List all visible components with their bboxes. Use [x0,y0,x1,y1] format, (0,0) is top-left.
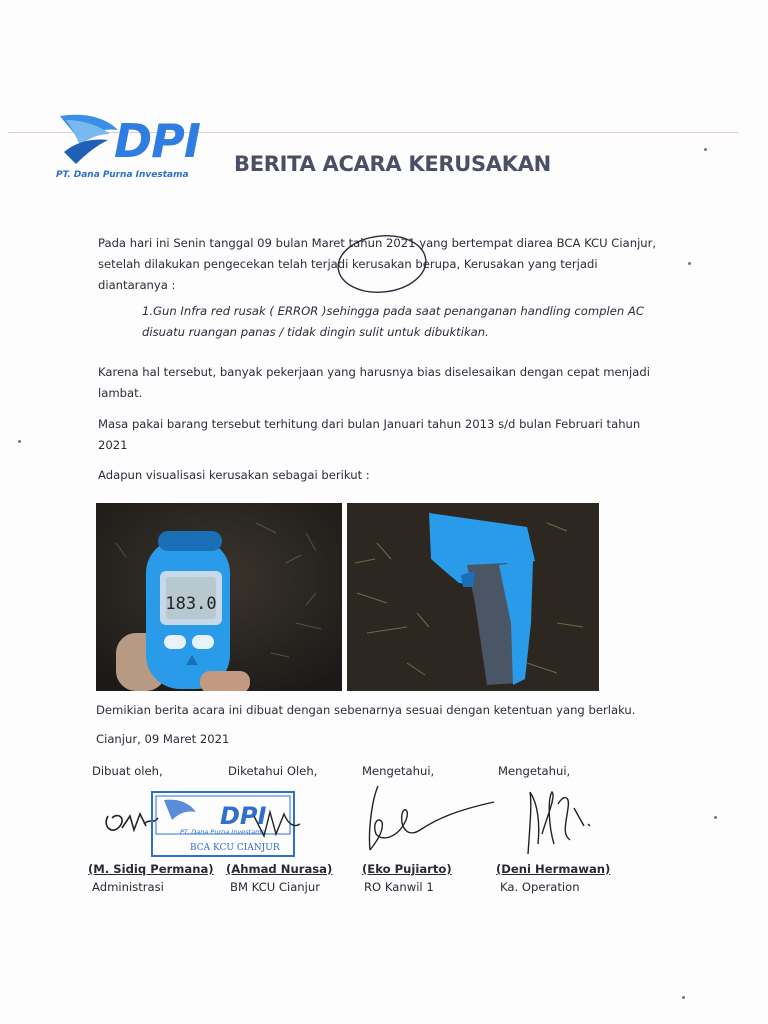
signature-title-3: RO Kanwil 1 [364,880,434,894]
signature-role-1: Dibuat oleh, [92,764,163,778]
scan-speck [714,816,717,819]
damage-item-line-2: disuatu ruangan panas / tidak dingin sulit untuk dibuktikan. [142,325,489,339]
logo-wordmark: DPI [114,114,201,168]
visualization-heading: Adapun visualisasi kerusakan sebagai berikut : [98,468,370,482]
signature-name-4: (Deni Hermawan) [496,862,611,876]
impact-line-1: Karena hal tersebut, banyak pekerjaan yang harusnya bias diselesaikan dengan cepat menjadi [98,365,650,379]
handwritten-circle-mark [330,226,440,298]
usage-line-2: 2021 [98,438,128,452]
signature-role-3: Mengetahui, [362,764,435,778]
signature-name-2: (Ahmad Nurasa) [226,862,333,876]
stamp-subtitle: PT. Dana Purna Investama [180,828,266,836]
scan-speck [18,440,21,443]
stamp-logo-text: DPI [220,802,267,830]
usage-line-1: Masa pakai barang tersebut terhitung dari bulan Januari tahun 2013 s/d bulan Februari tahun [98,417,641,431]
scan-speck [704,148,707,151]
photo-thermometer-side [347,503,599,691]
impact-line-2: lambat. [98,386,143,400]
signature-4-handwriting [518,784,608,864]
scan-speck [682,996,685,999]
signature-title-2: BM KCU Cianjur [230,880,320,894]
signature-role-4: Mengetahui, [498,764,571,778]
signature-title-4: Ka. Operation [500,880,580,894]
signature-3-handwriting [358,780,508,868]
photo-thermometer-display [96,503,342,691]
intro-line-2: setelah dilakukan pengecekan telah terjadi kerusakan berupa, Kerusakan yang terjadi [98,257,598,271]
usage-period-paragraph [98,414,640,456]
impact-paragraph [98,362,650,404]
stamp-branch: BCA KCU CIANJUR [190,843,280,853]
intro-line-1: Pada hari ini Senin tanggal 09 bulan Maret tahun 2021 yang bertempat diarea BCA KCU Cianjur, [98,236,657,250]
signature-2-handwriting [250,796,310,846]
signature-name-1: (M. Sidiq Permana) [88,862,214,876]
signature-role-2: Diketahui Oleh, [228,764,318,778]
closing-statement: Demikian berita acara ini dibuat dengan sebenarnya sesuai dengan ketentuan yang berlaku. [96,703,636,717]
signature-name-3: (Eko Pujiarto) [362,862,452,876]
place-date: Cianjur, 09 Maret 2021 [96,732,230,746]
logo-subtitle: PT. Dana Purna Investama [56,170,189,180]
damage-item [142,301,644,343]
signature-title-1: Administrasi [92,880,164,894]
intro-line-3: diantaranya : [98,278,176,292]
scan-speck [688,262,691,265]
thermometer-reading: 183.0 [165,594,217,614]
damage-item-line-1: 1.Gun Infra red rusak ( ERROR )sehingga pada saat penanganan handling complen AC [142,304,644,318]
document-title: BERITA ACARA KERUSAKAN [234,152,551,176]
